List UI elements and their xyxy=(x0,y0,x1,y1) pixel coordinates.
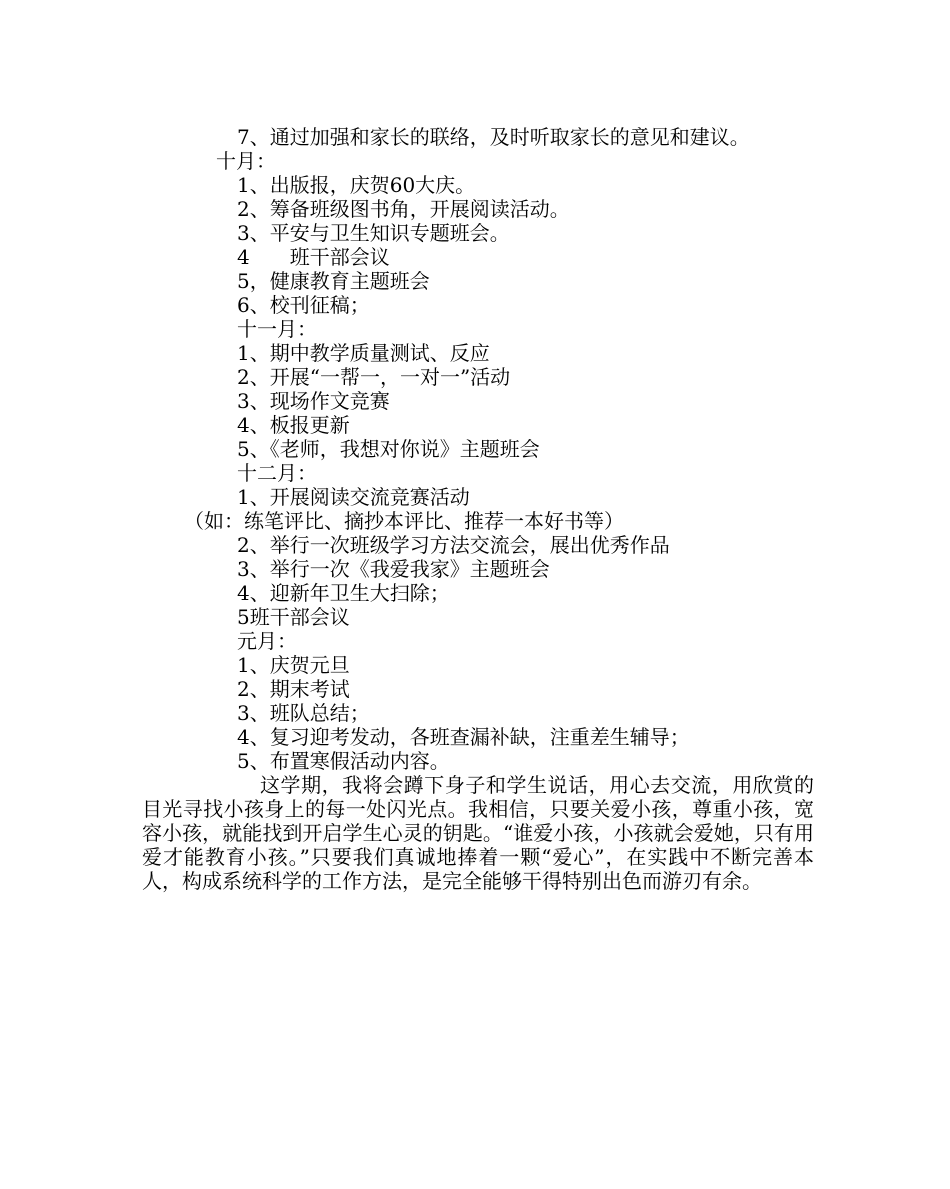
month-heading-november: 十一月： xyxy=(237,317,317,341)
plan-item-line: 1、出版报，庆贺60大庆。 xyxy=(237,173,476,197)
plan-item-line: 2、筹备班级图书角，开展阅读活动。 xyxy=(237,197,570,221)
plan-item-line: 5、布置寒假活动内容。 xyxy=(237,749,450,773)
closing-paragraph: 这学期，我将会蹲下身子和学生说话，用心去交流，用欣赏的目光寻找小孩身上的每一处闪光点。我相信，只要关爱小孩，尊重小孩，宽容小孩，就能找到开启学生心灵的钥匙。“谁爱小孩，小孩就会爱她，只有用爱才能教育小孩。”只要我们真诚地捧着一颗“爱心”，在实践中不断完善本人，构成系统科学的工作方法，是完全能够干得特别出色而游刃有余。 xyxy=(142,773,814,893)
plan-item-line: 4 班干部会议 xyxy=(237,245,390,269)
month-heading-october: 十月： xyxy=(216,149,276,173)
plan-item-line: 1、庆贺元旦 xyxy=(237,653,350,677)
plan-item-line: 4、复习迎考发动，各班查漏补缺，注重差生辅导； xyxy=(237,725,690,749)
plan-item-line: 4、迎新年卫生大扫除； xyxy=(237,581,450,605)
plan-item-line: 3、举行一次《我爱我家》主题班会 xyxy=(237,557,550,581)
plan-item-line: 1、期中教学质量测试、反应 xyxy=(237,341,490,365)
month-heading-january: 元月： xyxy=(237,629,297,653)
plan-item-note: （如：练笔评比、摘抄本评比、推荐一本好书等） xyxy=(184,509,624,533)
plan-item-line: 6、校刊征稿； xyxy=(237,293,370,317)
plan-item-line: 3、现场作文竞赛 xyxy=(237,389,390,413)
plan-item-line: 1、开展阅读交流竞赛活动 xyxy=(237,485,470,509)
month-heading-december: 十二月： xyxy=(237,461,317,485)
plan-item-line: 5，健康教育主题班会 xyxy=(237,269,430,293)
plan-item-line: 2、举行一次班级学习方法交流会，展出优秀作品 xyxy=(237,533,670,557)
plan-item-line: 2、开展“一帮一，一对一”活动 xyxy=(237,365,511,389)
plan-item-line: 7、通过加强和家长的联络，及时听取家长的意见和建议。 xyxy=(237,125,750,149)
plan-item-line: 5班干部会议 xyxy=(237,605,350,629)
plan-item-line: 3、平安与卫生知识专题班会。 xyxy=(237,221,510,245)
plan-item-line: 3、班队总结； xyxy=(237,701,370,725)
plan-item-line: 5、《老师，我想对你说》主题班会 xyxy=(237,437,540,461)
plan-item-line: 2、期末考试 xyxy=(237,677,350,701)
plan-item-line: 4、板报更新 xyxy=(237,413,350,437)
